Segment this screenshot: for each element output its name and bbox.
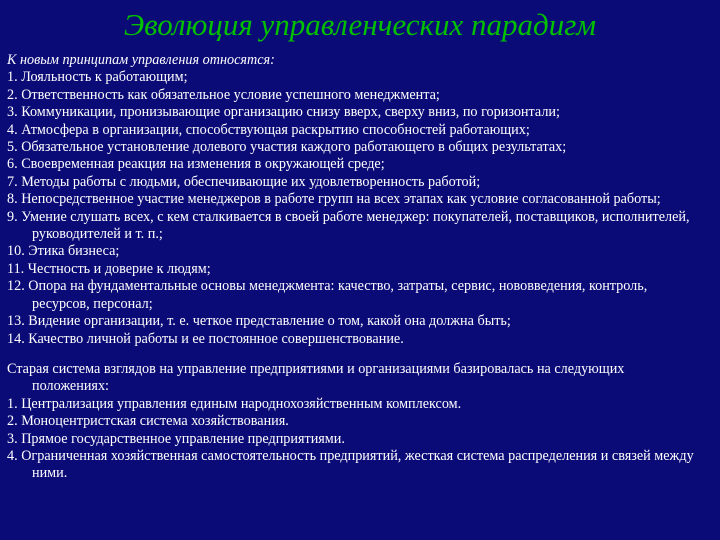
list-item: 6. Своевременная реакция на изменения в окружающей среде;	[7, 156, 385, 173]
list-item: 2. Ответственность как обязательное условие успешного менеджмента;	[7, 86, 440, 103]
list-item: 13. Видение организации, т. е. четкое представление о том, какой она должна быть;	[7, 313, 511, 330]
list-item: 3. Коммуникации, пронизывающие организацию снизу вверх, сверху вниз, по горизонтали;	[7, 104, 560, 121]
list-item: 11. Честность и доверие к людям;	[7, 260, 211, 277]
list-item: 2. Моноцентристская система хозяйствования.	[7, 413, 289, 430]
list-item: 14. Качество личной работы и ее постоянное совершенствование.	[7, 330, 404, 347]
list-item: 5. Обязательное установление долевого участия каждого работающего в общих результатах;	[7, 139, 567, 156]
list-item: 1. Централизация управления единым народнохозяйственным комплексом.	[7, 395, 462, 412]
slide-content	[7, 52, 697, 483]
old-system-list	[7, 396, 697, 483]
list-item: 7. Методы работы с людьми, обеспечивающие их удовлетворенность работой;	[7, 173, 481, 190]
list-item: 4. Ограниченная хозяйственная самостоятельность предприятий, жесткая система распределения и связей между ними.	[7, 447, 694, 482]
section-spacer	[7, 348, 697, 361]
new-principles-intro: К новым принципам управления относятся:	[7, 52, 275, 68]
list-item: 12. Опора на фундаментальные основы менеджмента: качество, затраты, сервис, нововведения, контроль, ресурсов, персонал;	[7, 278, 648, 312]
list-item: 1. Лояльность к работающим;	[7, 69, 188, 86]
list-item: 3. Прямое государственное управление предприятиями.	[7, 430, 345, 447]
new-principles-list	[7, 69, 697, 348]
list-item: 4. Атмосфера в организации, способствующая раскрытию способностей работающих;	[7, 121, 530, 138]
old-system-intro: Старая система взглядов на управление предприятиями и организациями базировалась на следующих положениях:	[7, 360, 625, 395]
list-item: 8. Непосредственное участие менеджеров в работе групп на всех этапах как условие согласованной работы;	[7, 191, 661, 208]
list-item: 10. Этика бизнеса;	[7, 243, 120, 260]
slide-title: Эволюция управленческих парадигм	[123, 7, 597, 42]
list-item: 9. Умение слушать всех, с кем сталкивается в своей работе менеджер: покупателей, поставщиков, исполнителей, руководителей и т. п.;	[7, 208, 690, 243]
